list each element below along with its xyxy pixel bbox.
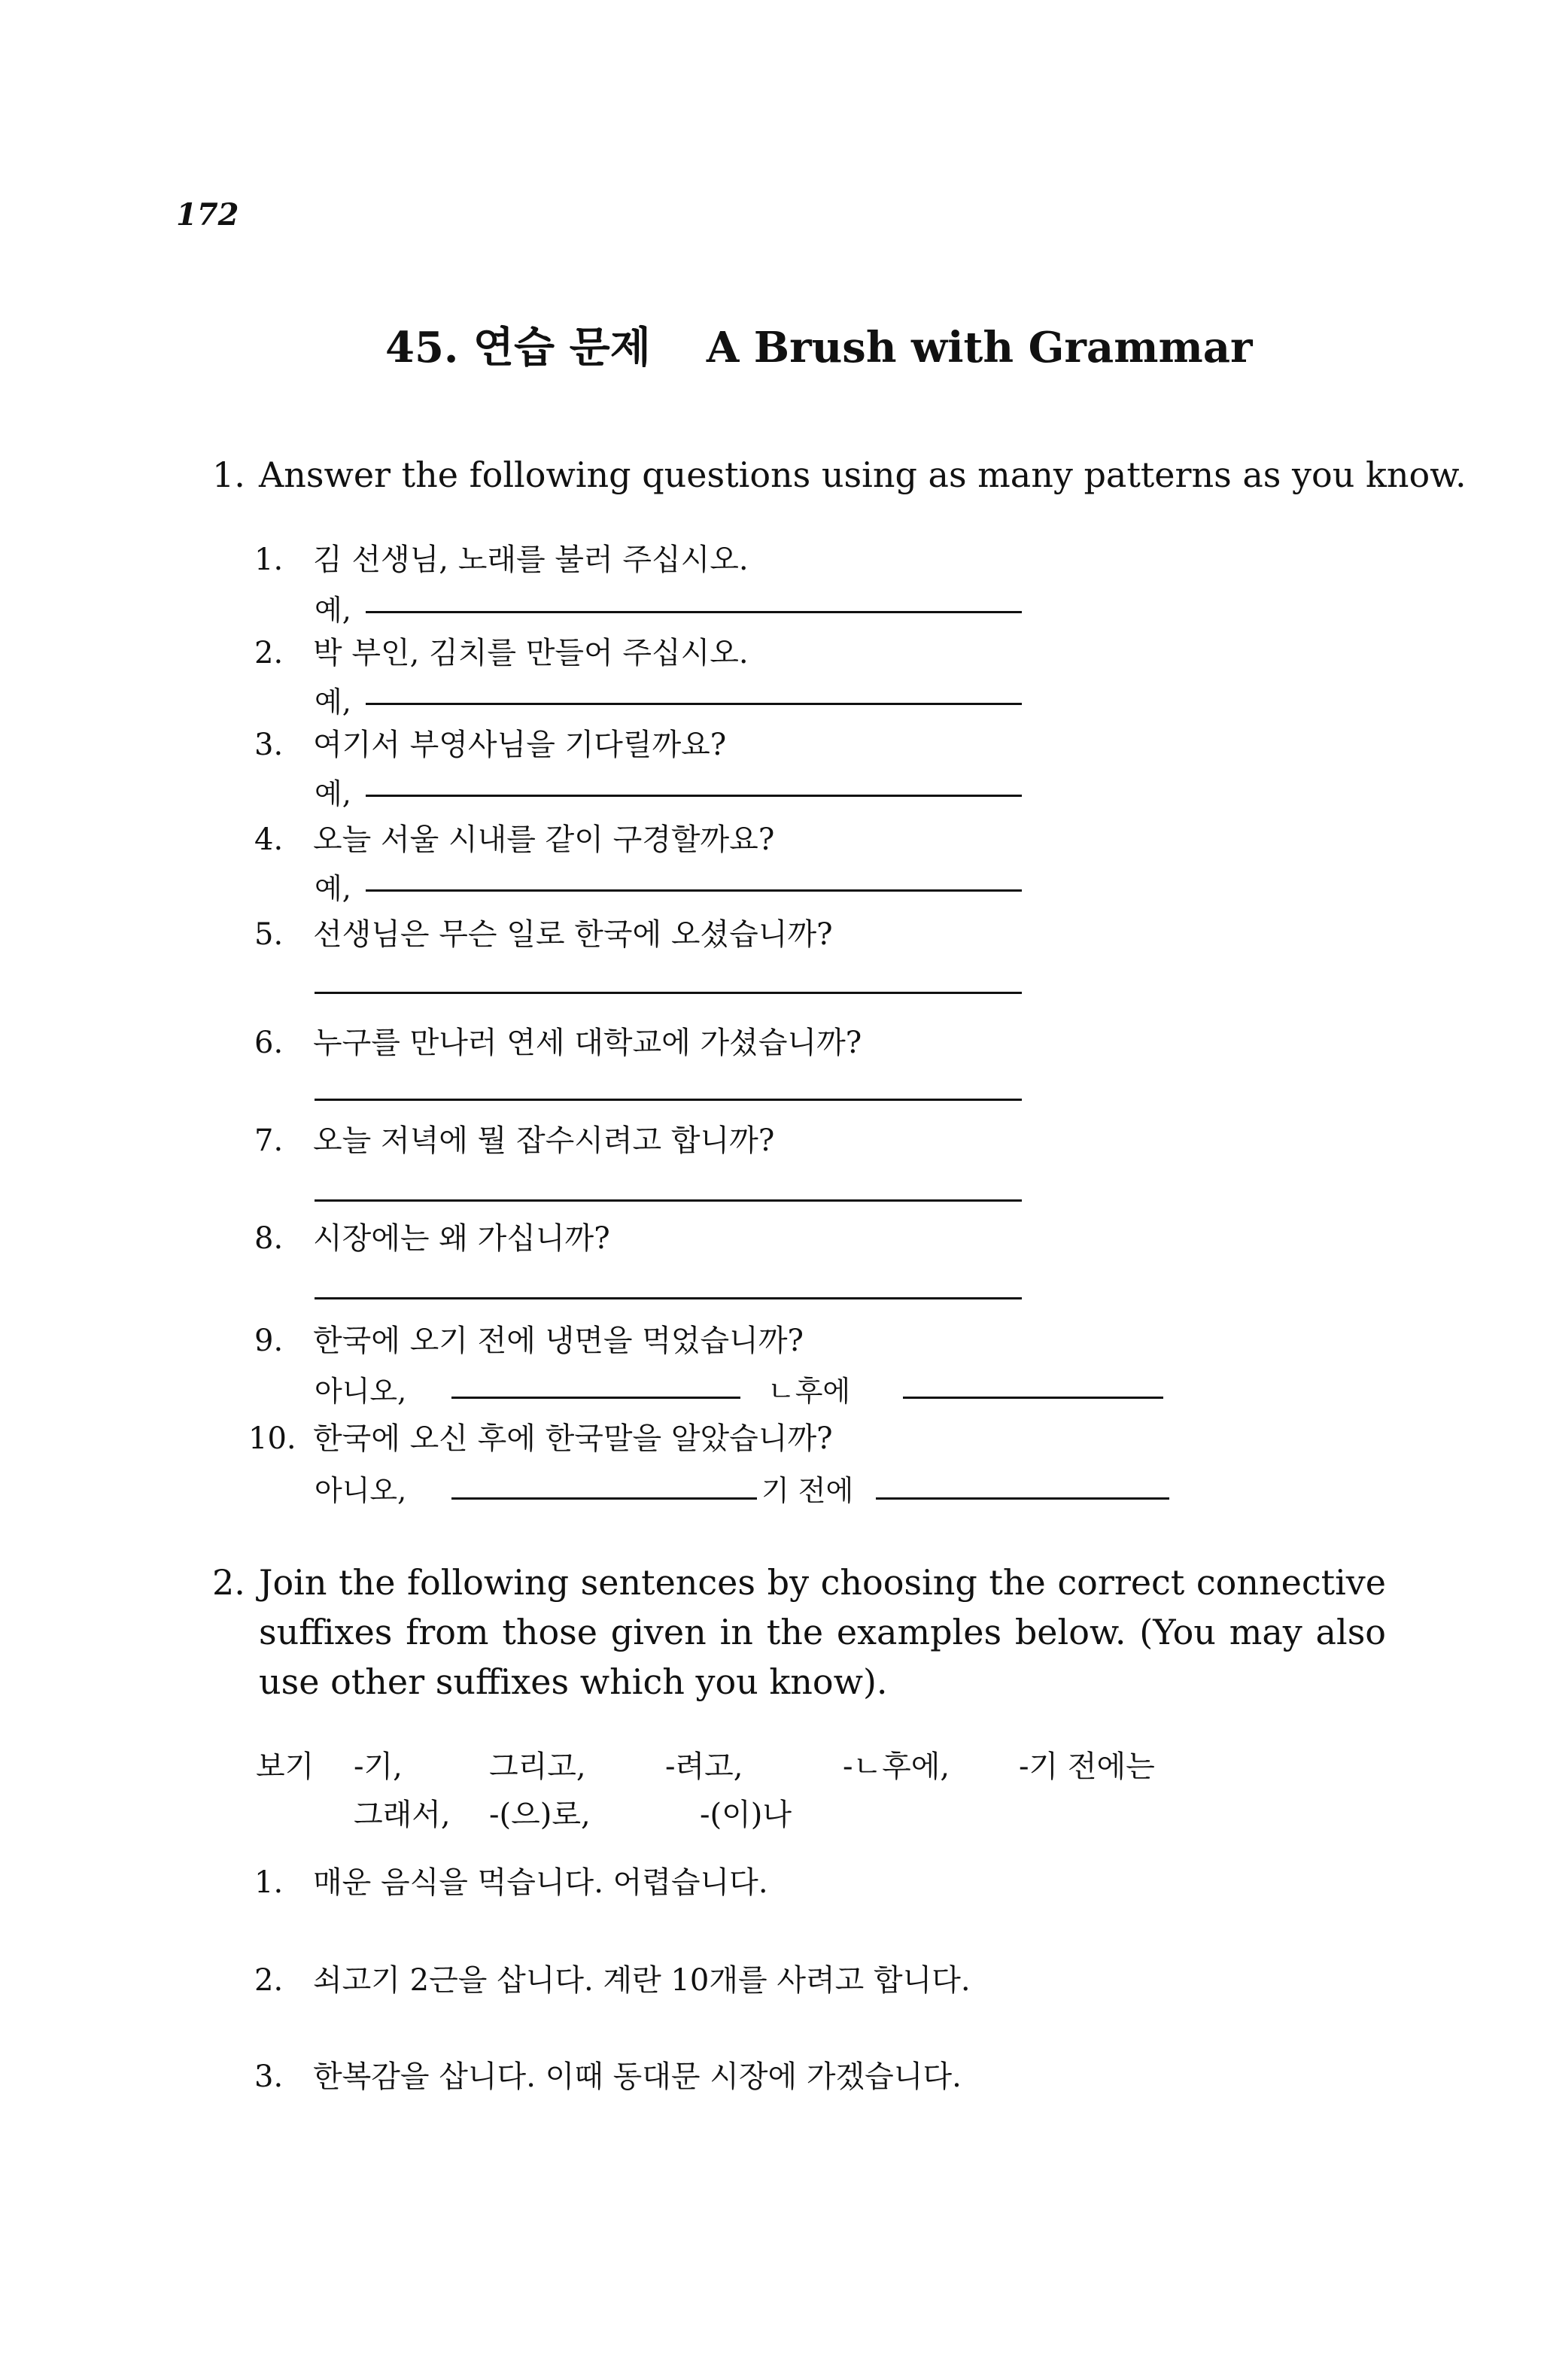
question-number: 7. xyxy=(254,1123,284,1158)
section-2-instruction: Join the following sentences by choosing the correct connective suffixes from those given in the examples below. (You may also use other suffixes which you know). xyxy=(259,1562,1386,1702)
sentence-text: 매운 음식을 먹습니다. 어렵습니다. xyxy=(313,1865,768,1900)
answer-line-4[interactable] xyxy=(366,889,1022,892)
question-number: 10. xyxy=(248,1421,296,1456)
sentence-1 xyxy=(254,1859,768,1901)
page-title xyxy=(385,315,1253,375)
question-number: 1. xyxy=(254,543,284,577)
sentence-number: 1. xyxy=(254,1865,284,1900)
answer-middle: 기 전에 xyxy=(761,1474,854,1507)
question-1 xyxy=(254,536,749,579)
examples-label: 보기 xyxy=(256,1749,315,1784)
answer-line-10a[interactable] xyxy=(451,1497,757,1500)
example-suffix: -ㄴ후에, xyxy=(843,1749,950,1784)
example-suffix: 그래서, xyxy=(354,1798,451,1832)
question-5 xyxy=(254,910,833,953)
answer-line-2[interactable] xyxy=(366,703,1022,705)
question-8 xyxy=(254,1214,610,1257)
example-suffix: 그리고, xyxy=(489,1749,586,1784)
question-7 xyxy=(254,1117,774,1160)
page-number: 172 xyxy=(176,197,239,233)
question-text: 선생님은 무슨 일로 한국에 오셨습니까? xyxy=(313,917,833,952)
answer-prefix: 아니오, xyxy=(315,1474,407,1507)
question-number: 8. xyxy=(254,1221,284,1256)
example-suffix: -(으)로, xyxy=(489,1798,591,1832)
answer-prefix: 예, xyxy=(315,594,351,627)
answer-line-10b[interactable] xyxy=(876,1497,1169,1500)
answer-prefix: 아니오, xyxy=(315,1375,407,1408)
sentence-3 xyxy=(254,2053,962,2096)
question-number: 4. xyxy=(254,822,284,857)
question-9 xyxy=(254,1317,804,1360)
question-number: 5. xyxy=(254,917,284,952)
question-text: 시장에는 왜 가십니까? xyxy=(313,1221,610,1256)
example-suffix: -려고, xyxy=(665,1749,743,1784)
question-number: 2. xyxy=(254,636,284,670)
title-english: A Brush with Grammar xyxy=(706,323,1253,372)
answer-prefix: 예, xyxy=(315,872,351,905)
sentence-text: 쇠고기 2근을 삽니다. 계란 10개를 사려고 합니다. xyxy=(313,1963,971,1998)
question-text: 오늘 저녁에 뭘 잡수시려고 합니까? xyxy=(313,1123,775,1158)
sentence-number: 3. xyxy=(254,2059,284,2094)
section-1-instruction: Answer the following questions using as many patterns as you know. xyxy=(259,454,1467,495)
sentence-number: 2. xyxy=(254,1963,284,1998)
answer-line-9b[interactable] xyxy=(903,1397,1163,1399)
question-6 xyxy=(254,1019,862,1062)
question-2 xyxy=(254,629,749,672)
question-3 xyxy=(254,721,726,764)
question-number: 3. xyxy=(254,728,284,762)
answer-line-6[interactable] xyxy=(315,1099,1022,1101)
question-text: 누구를 만나러 연세 대학교에 가셨습니까? xyxy=(313,1026,862,1060)
sentence-2 xyxy=(254,1956,971,1999)
answer-line-3[interactable] xyxy=(366,795,1022,797)
question-4 xyxy=(254,816,774,859)
answer-line-8[interactable] xyxy=(315,1297,1022,1299)
example-suffix: -기, xyxy=(354,1749,403,1784)
section-2-heading xyxy=(212,1558,1386,1707)
question-number: 6. xyxy=(254,1026,284,1060)
sentence-text: 한복감을 삽니다. 이때 동대문 시장에 가겠습니다. xyxy=(313,2059,962,2094)
question-text: 여기서 부영사님을 기다릴까요? xyxy=(313,728,727,762)
question-text: 오늘 서울 시내를 같이 구경할까요? xyxy=(313,822,775,857)
answer-line-9a[interactable] xyxy=(451,1397,740,1399)
example-suffix: -기 전에는 xyxy=(1019,1749,1155,1784)
question-text: 한국에 오신 후에 한국말을 알았습니까? xyxy=(313,1421,833,1456)
example-suffix: -(이)나 xyxy=(700,1798,792,1832)
answer-line-1[interactable] xyxy=(366,611,1022,613)
section-1-heading xyxy=(212,454,1467,495)
answer-prefix: 예, xyxy=(315,777,351,810)
question-text: 박 부인, 김치를 만들어 주십시오. xyxy=(313,636,749,670)
answer-middle: ㄴ후에 xyxy=(767,1375,851,1408)
question-number: 9. xyxy=(254,1324,284,1358)
answer-line-5[interactable] xyxy=(315,992,1022,994)
title-korean: 45. 연습 문제 xyxy=(385,323,651,372)
question-10 xyxy=(248,1415,833,1457)
section-1-number: 1. xyxy=(212,454,245,495)
question-text: 한국에 오기 전에 냉면을 먹었습니까? xyxy=(313,1324,804,1358)
answer-line-7[interactable] xyxy=(315,1199,1022,1202)
answer-prefix: 예, xyxy=(315,685,351,719)
section-2-number: 2. xyxy=(212,1562,245,1603)
question-text: 김 선생님, 노래를 불러 주십시오. xyxy=(313,543,749,577)
